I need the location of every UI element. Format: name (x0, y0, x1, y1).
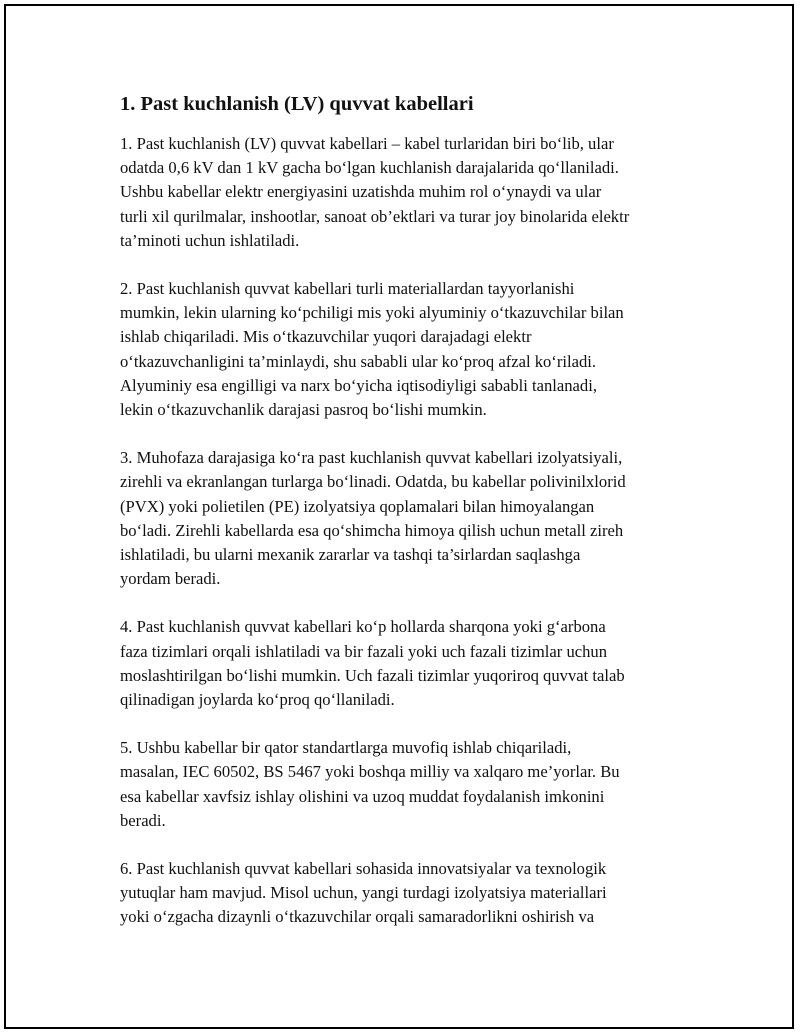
page-frame (4, 4, 794, 1029)
paragraph-4: 4. Past kuchlanish quvvat kabellari ko‘p hollarda sharqona yoki g‘arbona faza tizimlari orqali ishlatiladi va bir fazali yoki uch fazali tizimlar uchun moslashtirilgan bo‘lishi mumkin. Uch fazali tizimlar yuqoriroq quvvat talab qilinadigan joylarda ko‘proq qo‘llaniladi. (120, 617, 625, 710)
document-body (120, 92, 720, 954)
paragraph-5: 5. Ushbu kabellar bir qator standartlarga muvofiq ishlab chiqariladi, masalan, IEC 60502, BS 5467 yoki boshqa milliy va xalqaro me’yorlar. Bu esa kabellar xavfsiz ishlay olishini va uzoq muddat foydalanish imkonini beradi. (120, 738, 620, 830)
paragraph-6: 6. Past kuchlanish quvvat kabellari sohasida innovatsiyalar va texnologik yutuqlar ham mavjud. Misol uchun, yangi turdagi izolyatsiya materiallari yoki o‘zgacha dizaynli o‘tkazuvchilar orqali samaradorlikni oshirish va (120, 859, 607, 927)
document-title: 1. Past kuchlanish (LV) quvvat kabellari (120, 93, 474, 115)
paragraph-1: 1. Past kuchlanish (LV) quvvat kabellari – kabel turlaridan biri bo‘lib, ular odatda 0,6 kV dan 1 kV gacha bo‘lgan kuchlanish darajalarida qo‘llaniladi. Ushbu kabellar elektr energiyasini uzatishda muhim rol o‘ynaydi va ular turli xil qurilmalar, inshootlar, sanoat ob’ektlari va turar joy binolarida elektr ta’minoti uchun ishlatiladi. (120, 134, 630, 250)
paragraph-3: 3. Muhofaza darajasiga ko‘ra past kuchlanish quvvat kabellari izolyatsiyali, zirehli va ekranlangan turlarga bo‘linadi. Odatda, bu kabellar polivinilxlorid (PVX) yoki polietilen (PE) izolyatsiya qoplamalari bilan himoyalangan bo‘ladi. Zirehli kabellarda esa qo‘shimcha himoya qilish uchun metall zireh ishlatiladi, bu ularni mexanik zararlar va tashqi ta’sirlardan saqlashga yordam beradi. (120, 448, 626, 589)
paragraph-2: 2. Past kuchlanish quvvat kabellari turli materiallardan tayyorlanishi mumkin, lekin ularning ko‘pchiligi mis yoki alyuminiy o‘tkazuvchilar bilan ishlab chiqariladi. Mis o‘tkazuvchilar yuqori darajadagi elektr o‘tkazuvchanligini ta’minlaydi, shu sababli ular ko‘proq afzal ko‘riladi. Alyuminiy esa engilligi va narx bo‘yicha iqtisodiyligi sababli tanlanadi, lekin o‘tkazuvchanlik darajasi pasroq bo‘lishi mumkin. (120, 279, 624, 420)
